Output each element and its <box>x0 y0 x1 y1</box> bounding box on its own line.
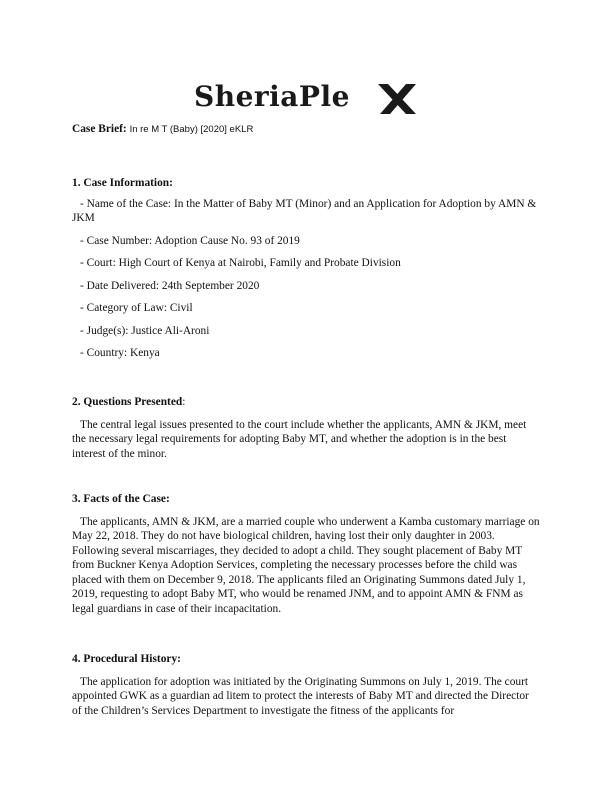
case-brief-line <box>72 122 540 138</box>
section-facts <box>72 492 540 616</box>
section-heading: 4. Procedural History: <box>72 653 181 665</box>
case-info-item: - Case Number: Adoption Cause No. 93 of 2019 <box>80 234 300 247</box>
section-heading-text: 2. Questions Presented <box>72 396 183 408</box>
section-heading: 3. Facts of the Case: <box>72 493 170 505</box>
case-brief-label: Case Brief: <box>72 123 127 135</box>
case-info-item: - Country: Kenya <box>80 347 160 359</box>
case-info-item: - Judge(s): Justice Ali-Aroni <box>80 324 210 337</box>
case-info-item: - Category of Law: Civil <box>80 302 193 314</box>
section-procedural-history <box>72 652 540 718</box>
section-heading-colon: : <box>182 396 186 408</box>
section-paragraph: The applicants, AMN & JKM, are a married couple who underwent a Kamba customary marriage on May 22, 2018. They do not have biological children, having lost their only daughter in 2003. Following several miscarriages, they decided to adopt a child. They sought placement of Baby MT from Buckner Kenya Adoption Services, completing the necessary processes before the child was placed with them on December 9, 2018. The applicants filed an Originating Summons dated July 1, 2019, requesting to adopt Baby MT, who would be renamed JNM, and to appoint AMN & FNM as legal guardians in case of their incapacitation. <box>72 515 540 615</box>
case-brief-title: In re M T (Baby) [2020] eKLR <box>129 124 254 135</box>
section-questions-presented <box>72 395 540 461</box>
logo-text: SheriaPle <box>194 80 350 113</box>
x-mark-icon <box>376 82 418 116</box>
section-heading: 1. Case Information: <box>72 177 173 189</box>
case-info-item: - Date Delivered: 24th September 2020 <box>80 279 260 292</box>
case-info-item: - Name of the Case: In the Matter of Baby MT (Minor) and an Application for Adoption by AMN & JKM <box>72 197 537 224</box>
section-heading <box>72 395 540 410</box>
document-body <box>72 122 540 717</box>
section-paragraph: The application for adoption was initiated by the Originating Summons on July 1, 2019. The court appointed GWK as a guardian ad litem to protect the interests of Baby MT and directed the Director of the Children’s Services Department to investigate the fitness of the applicants for <box>72 675 529 717</box>
section-paragraph: The central legal issues presented to the court include whether the applicants, AMN & JKM, meet the necessary legal requirements for adopting Baby MT, and whether the adoption is in the best interest of the minor. <box>72 418 527 460</box>
case-info-item: - Court: High Court of Kenya at Nairobi, Family and Probate Division <box>80 257 401 269</box>
sheriaplex-logo <box>188 80 428 120</box>
section-case-information <box>72 176 540 361</box>
